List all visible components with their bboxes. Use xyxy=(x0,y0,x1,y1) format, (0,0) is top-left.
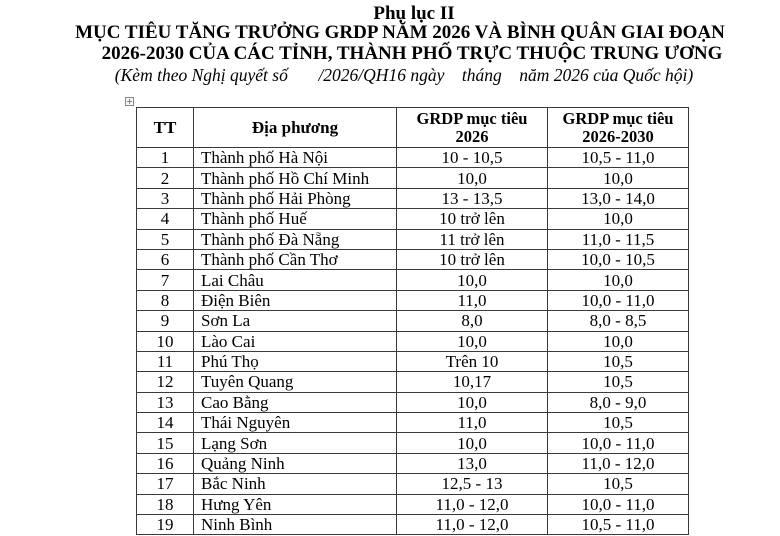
cell-locality: Lào Cai xyxy=(194,331,397,351)
cell-grdp-2026: 11,0 xyxy=(397,413,548,433)
cell-tt: 16 xyxy=(137,453,194,473)
cell-tt: 7 xyxy=(137,270,194,290)
table-move-icon[interactable]: + xyxy=(126,97,133,106)
cell-grdp-2026: 13 - 13,5 xyxy=(397,188,548,208)
cell-grdp-2026-2030: 10,5 - 11,0 xyxy=(548,148,689,168)
cell-grdp-2026-2030: 10,0 xyxy=(548,168,689,188)
cell-grdp-2026: 10,0 xyxy=(397,331,548,351)
header-grdp-2026-2030-line2: 2026-2030 xyxy=(582,126,654,146)
cell-locality: Điện Biên xyxy=(194,290,397,310)
header-tt: TT xyxy=(137,108,194,148)
cell-tt: 11 xyxy=(137,351,194,371)
cell-tt: 4 xyxy=(137,209,194,229)
cell-grdp-2026: 13,0 xyxy=(397,453,548,473)
resolution-subtitle: (Kèm theo Nghị quyết số /2026/QH16 ngày tháng năm 2026 của Quốc hội) xyxy=(114,65,694,85)
cell-grdp-2026: 11 trở lên xyxy=(397,229,548,249)
cell-locality: Tuyên Quang xyxy=(194,372,397,392)
cell-tt: 15 xyxy=(137,433,194,453)
header-grdp-2026-2030 xyxy=(548,108,689,148)
cell-grdp-2026: 11,0 - 12,0 xyxy=(397,494,548,514)
header-grdp-2026 xyxy=(397,108,548,148)
table-row xyxy=(137,372,689,392)
header-locality: Địa phương xyxy=(194,108,397,148)
cell-tt: 14 xyxy=(137,413,194,433)
cell-locality: Lạng Sơn xyxy=(194,433,397,453)
table-row xyxy=(137,351,689,371)
cell-locality: Quảng Ninh xyxy=(194,453,397,473)
cell-locality: Bắc Ninh xyxy=(194,474,397,494)
cell-grdp-2026: 11,0 xyxy=(397,290,548,310)
cell-grdp-2026-2030: 8,0 - 9,0 xyxy=(548,392,689,412)
cell-locality: Thành phố Đà Nẵng xyxy=(194,229,397,249)
cell-grdp-2026-2030: 10,0 - 11,0 xyxy=(548,290,689,310)
cell-grdp-2026-2030: 10,0 - 11,0 xyxy=(548,494,689,514)
cell-grdp-2026-2030: 11,0 - 11,5 xyxy=(548,229,689,249)
cell-grdp-2026: 11,0 - 12,0 xyxy=(397,515,548,535)
cell-tt: 2 xyxy=(137,168,194,188)
table-row xyxy=(137,249,689,269)
cell-grdp-2026-2030: 10,5 xyxy=(548,351,689,371)
cell-tt: 13 xyxy=(137,392,194,412)
table-row xyxy=(137,413,689,433)
cell-grdp-2026-2030: 10,0 - 11,0 xyxy=(548,433,689,453)
table-row xyxy=(137,311,689,331)
cell-tt: 3 xyxy=(137,188,194,208)
cell-locality: Phú Thọ xyxy=(194,351,397,371)
cell-tt: 10 xyxy=(137,331,194,351)
cell-grdp-2026-2030: 13,0 - 14,0 xyxy=(548,188,689,208)
grdp-target-table xyxy=(136,107,689,535)
cell-tt: 18 xyxy=(137,494,194,514)
cell-grdp-2026: 8,0 xyxy=(397,311,548,331)
cell-grdp-2026: 10,17 xyxy=(397,372,548,392)
cell-tt: 6 xyxy=(137,249,194,269)
table-row xyxy=(137,494,689,514)
table-row xyxy=(137,168,689,188)
cell-locality: Thành phố Hải Phòng xyxy=(194,188,397,208)
cell-grdp-2026-2030: 10,5 xyxy=(548,413,689,433)
table-row xyxy=(137,453,689,473)
table-header-row xyxy=(137,108,689,148)
cell-locality: Thái Nguyên xyxy=(194,413,397,433)
cell-locality: Sơn La xyxy=(194,311,397,331)
cell-tt: 19 xyxy=(137,515,194,535)
header-grdp-2026-line1: GRDP mục tiêu xyxy=(416,108,528,128)
cell-grdp-2026-2030: 10,5 xyxy=(548,474,689,494)
cell-grdp-2026: 10,0 xyxy=(397,270,548,290)
cell-tt: 9 xyxy=(137,311,194,331)
cell-grdp-2026: 10 trở lên xyxy=(397,209,548,229)
cell-locality: Thành phố Cần Thơ xyxy=(194,249,397,269)
cell-tt: 8 xyxy=(137,290,194,310)
cell-tt: 5 xyxy=(137,229,194,249)
cell-grdp-2026-2030: 10,0 xyxy=(548,270,689,290)
cell-grdp-2026-2030: 10,5 - 11,0 xyxy=(548,515,689,535)
cell-grdp-2026-2030: 10,0 xyxy=(548,331,689,351)
cell-grdp-2026: 10 trở lên xyxy=(397,249,548,269)
table-row xyxy=(137,188,689,208)
main-title-line-1: MỤC TIÊU TĂNG TRƯỞNG GRDP NĂM 2026 VÀ BÌNH QUÂN GIAI ĐOẠN xyxy=(75,22,725,43)
table-row xyxy=(137,474,689,494)
cell-grdp-2026: Trên 10 xyxy=(397,351,548,371)
cell-grdp-2026-2030: 10,0 - 10,5 xyxy=(548,249,689,269)
cell-grdp-2026-2030: 10,5 xyxy=(548,372,689,392)
main-title-line-2: 2026-2030 CỦA CÁC TỈNH, THÀNH PHỐ TRỰC THUỘC TRUNG ƯƠNG xyxy=(101,43,723,64)
cell-tt: 12 xyxy=(137,372,194,392)
cell-grdp-2026-2030: 10,0 xyxy=(548,209,689,229)
cell-grdp-2026-2030: 11,0 - 12,0 xyxy=(548,453,689,473)
table-row xyxy=(137,209,689,229)
cell-grdp-2026: 10,0 xyxy=(397,168,548,188)
header-grdp-2026-line2: 2026 xyxy=(455,126,489,146)
cell-locality: Hưng Yên xyxy=(194,494,397,514)
table-row xyxy=(137,433,689,453)
table-row xyxy=(137,270,689,290)
cell-locality: Cao Bằng xyxy=(194,392,397,412)
cell-locality: Lai Châu xyxy=(194,270,397,290)
cell-tt: 1 xyxy=(137,148,194,168)
cell-grdp-2026: 10,0 xyxy=(397,392,548,412)
table-row xyxy=(137,229,689,249)
cell-locality: Thành phố Hà Nội xyxy=(194,148,397,168)
cell-locality: Thành phố Hồ Chí Minh xyxy=(194,168,397,188)
cell-grdp-2026: 10 - 10,5 xyxy=(397,148,548,168)
cell-grdp-2026: 10,0 xyxy=(397,433,548,453)
table-row xyxy=(137,392,689,412)
cell-grdp-2026: 12,5 - 13 xyxy=(397,474,548,494)
cell-locality: Thành phố Huế xyxy=(194,209,397,229)
cell-grdp-2026-2030: 8,0 - 8,5 xyxy=(548,311,689,331)
cell-tt: 17 xyxy=(137,474,194,494)
header-grdp-2026-2030-line1: GRDP mục tiêu xyxy=(562,108,674,128)
table-row xyxy=(137,148,689,168)
table-row xyxy=(137,331,689,351)
table-row xyxy=(137,515,689,535)
appendix-title: Phụ lục II xyxy=(373,3,455,24)
table-row xyxy=(137,290,689,310)
cell-locality: Ninh Bình xyxy=(194,515,397,535)
